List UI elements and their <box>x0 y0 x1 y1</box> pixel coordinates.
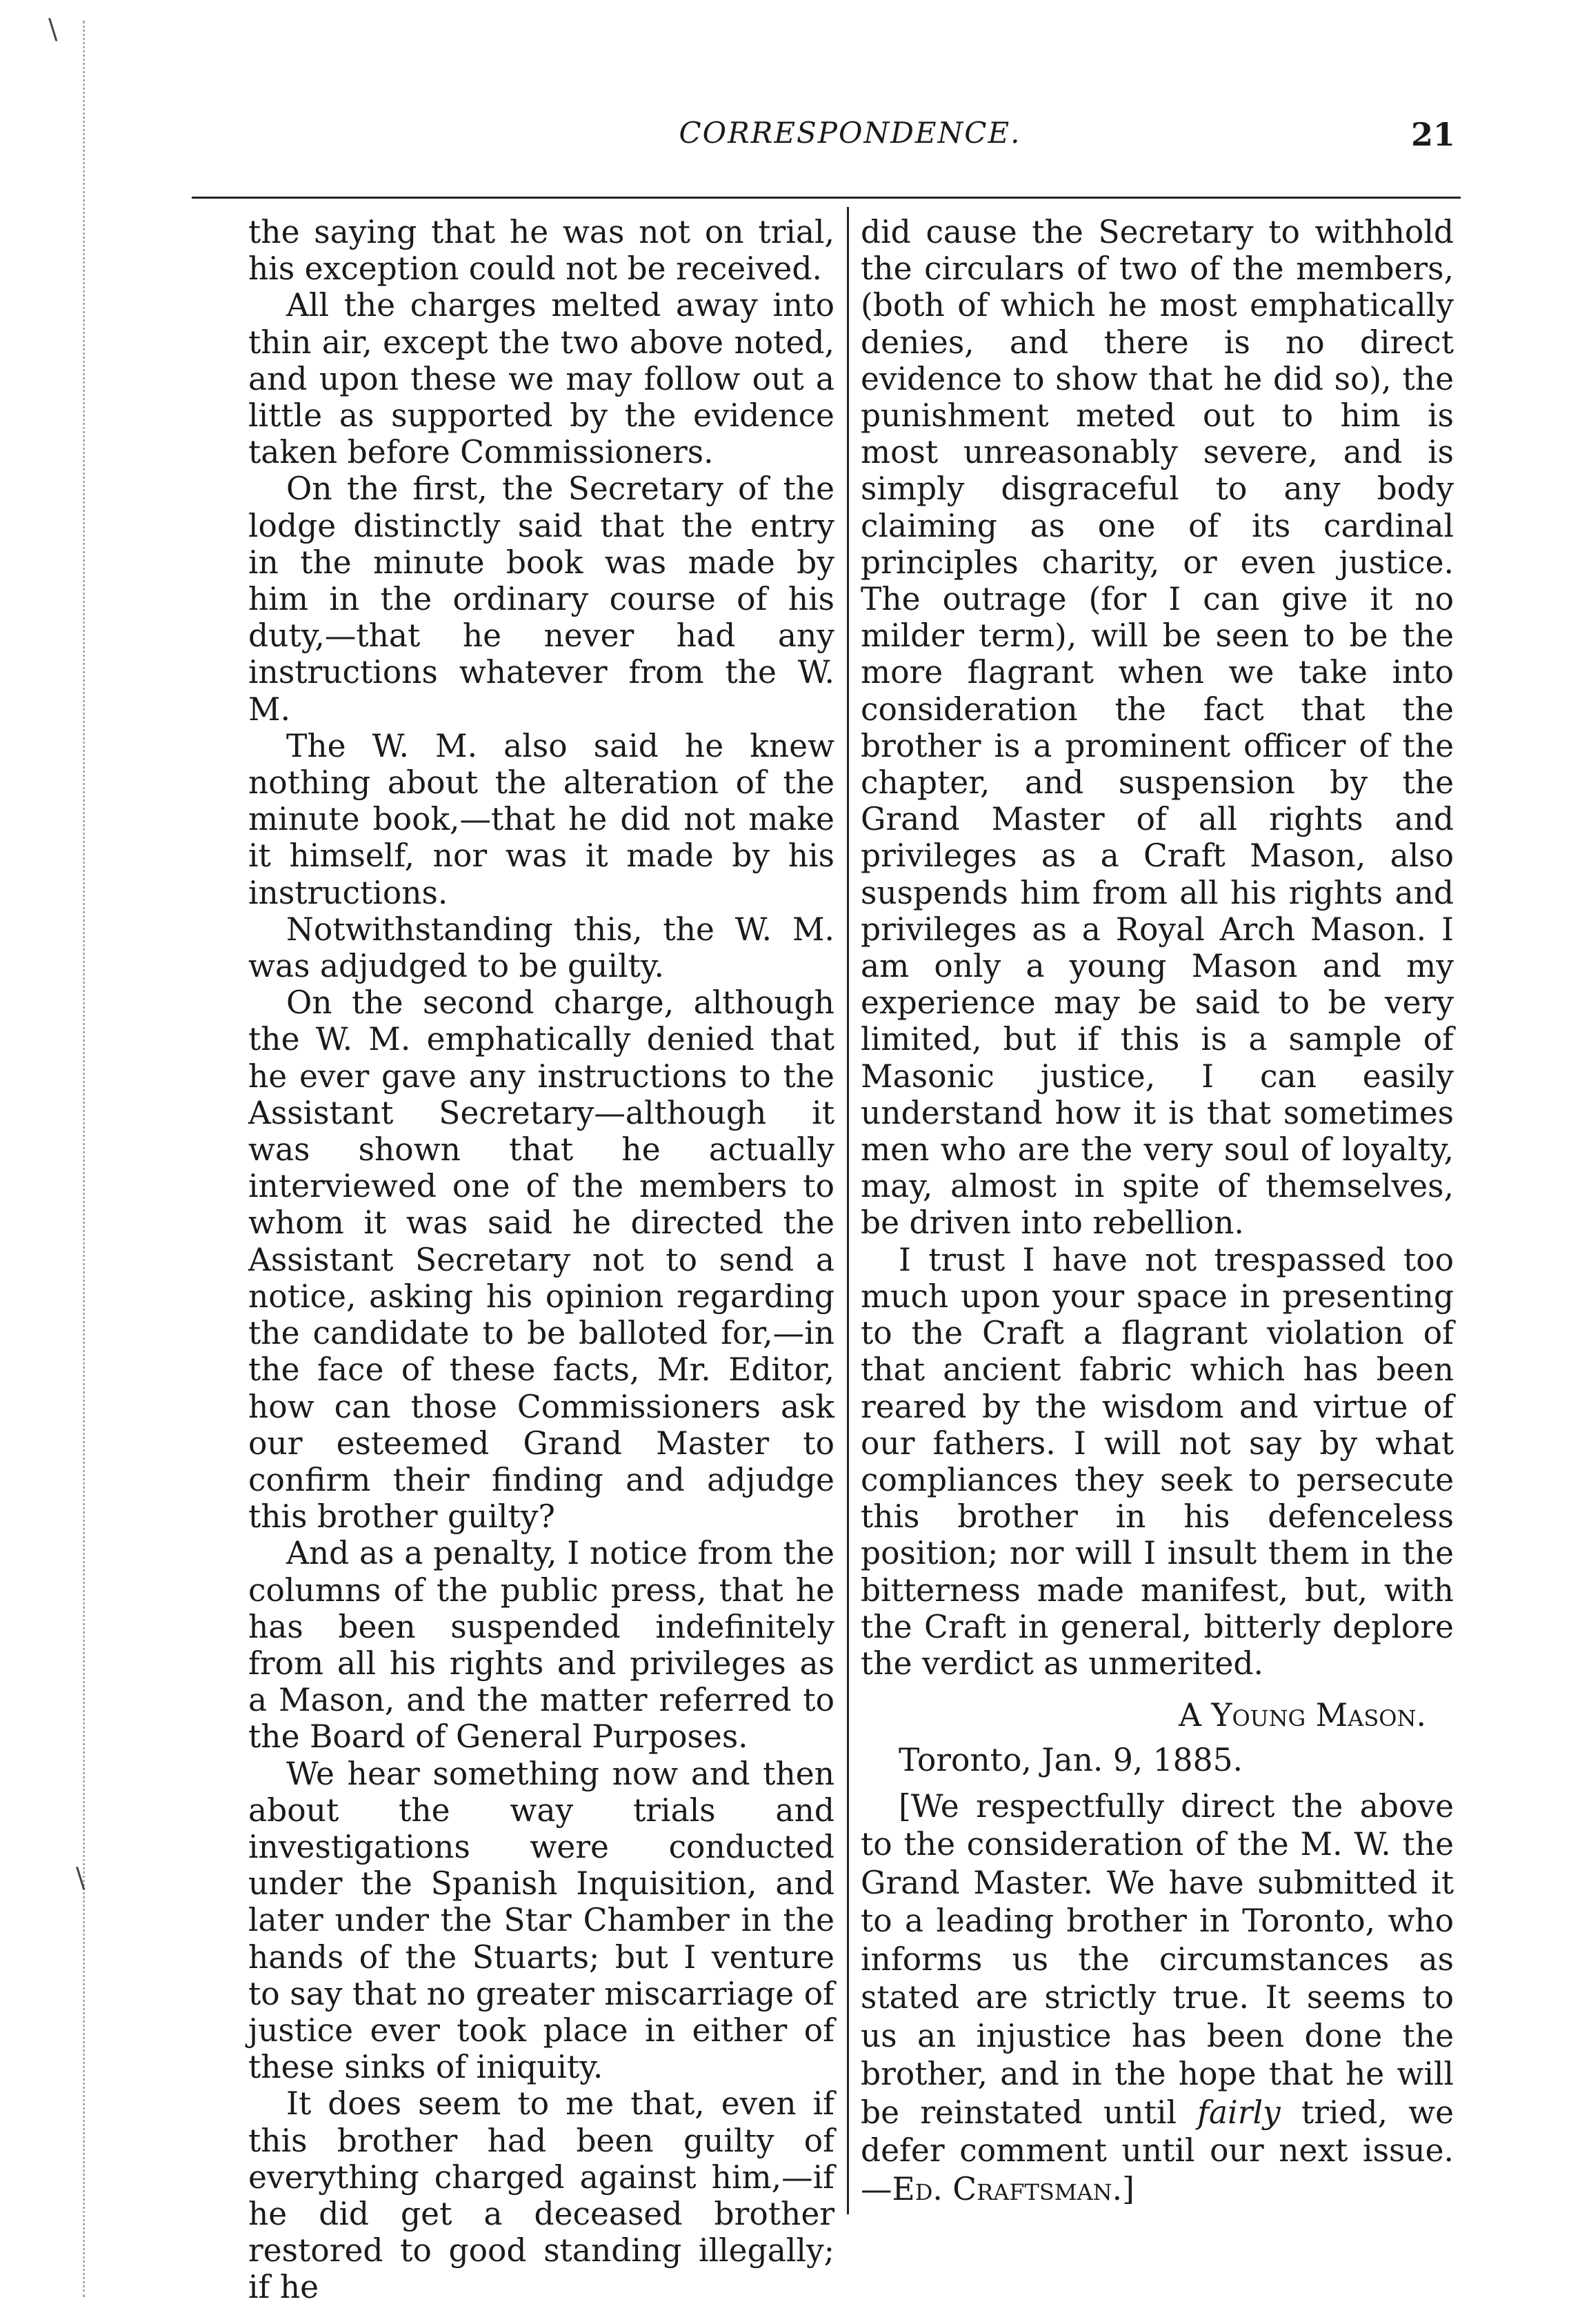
editor-note <box>861 1787 1454 2209</box>
paragraph: All the charges melted away into thin air, except the two above noted, and upon these we may follow out a little as supported by the evidence taken before Commissioners. <box>248 287 834 471</box>
paragraph: Notwithstanding this, the W. M. was adjudged to be guilty. <box>248 911 834 985</box>
paragraph: the saying that he was not on trial, his exception could not be received. <box>248 214 834 288</box>
paragraph: And as a penalty, I notice from the columns of the public press, that he has been suspended indefinitely from all his rights and privileges as a Mason, and the matter referred to the Board of General Purposes. <box>248 1535 834 1756</box>
paragraph: On the first, the Secretary of the lodge distinctly said that the entry in the minute book was made by him in the ordinary course of his duty,—that he never had any instructions whatever from the W. M. <box>248 470 834 728</box>
column-divider <box>847 207 849 2214</box>
edge-speck-mark: \ <box>76 1863 86 1894</box>
editor-note-text: [We respectfully direct the above to the consideration of the M. W. the Grand Master. We have submitted it to a leading brother in Toronto, who informs us the circumstances as stated are strictly true. It seems to us an injustice has been done the brother, and in the hope that he will be reinstated until <box>861 1787 1454 2131</box>
editor-signoff: Ed. Craftsman.] <box>892 2170 1134 2207</box>
paragraph: The W. M. also said he knew nothing about the alteration of the minute book,—that he did not make it himself, nor was it made by his instructions. <box>248 727 834 911</box>
editor-note-text: tried, we defer comment until our next issue.— <box>861 2094 1454 2207</box>
header-rule <box>192 197 1461 199</box>
running-head: CORRESPONDENCE. <box>679 116 1021 150</box>
right-column <box>861 214 1454 2208</box>
left-column <box>248 214 834 2306</box>
paragraph: On the second charge, although the W. M. emphatically denied that he ever gave any instructions to the Assistant Secretary—although it was shown that he actually interviewed one of the members to whom it was said he directed the Assistant Secretary not to send a notice, asking his opinion regarding the candidate to be balloted for,—in the face of these facts, Mr. Editor, how can those Commissioners ask our esteemed Grand Master to confirm their finding and adjudge this brother guilty? <box>248 984 834 1536</box>
paragraph: did cause the Secretary to withhold the circulars of two of the members, (both of which he most emphatically denies, and there is no direct evidence to show that he did so), the punishment meted out to him is most unreasonably severe, and is simply disgraceful to any body claiming as one of its cardinal principles charity, or even justice. The outrage (for I can give it no milder term), will be seen to be the more flagrant when we take into consideration the fact that the brother is a prominent officer of the chapter, and suspension by the Grand Master of all rights and privileges as a Craft Mason, also suspends him from all his rights and privileges as a Royal Arch Mason. I am only a young Mason and my experience may be said to be very limited, but if this is a sample of Masonic justice, I can easily understand how it is that sometimes men who are the very soul of loyalty, may, almost in spite of themselves, be driven into rebellion. <box>861 214 1454 1242</box>
letter-dateline: Toronto, Jan. 9, 1885. <box>899 1742 1243 1779</box>
editor-note-emphasis: fairly <box>1197 2094 1281 2131</box>
page-header <box>245 110 1455 166</box>
scanned-page-edge <box>83 21 88 2297</box>
page-number: 21 <box>1410 116 1455 153</box>
paragraph: It does seem to me that, even if this brother had been guilty of everything charged against him,—if he did get a deceased brother restored to good standing illegally; if he <box>248 2085 834 2306</box>
paragraph: I trust I have not trespassed too much upon your space in presenting to the Craft a flagrant violation of that ancient fabric which has been reared by the wisdom and virtue of our fathers. I will not say by what compliances they seek to persecute this brother in his defenceless position; nor will I insult them in the bitterness made manifest, but, with the Craft in general, bitterly deplore the verdict as unmerited. <box>861 1241 1454 1682</box>
paragraph: We hear something now and then about the way trials and investigations were conducted under the Spanish Inquisition, and later under the Star Chamber in the hands of the Stuarts; but I venture to say that no greater miscarriage of justice ever took place in either of these sinks of iniquity. <box>248 1755 834 2086</box>
edge-speck-mark: \ <box>48 14 58 46</box>
letter-signature: A Young Mason. <box>1179 1697 1426 1734</box>
